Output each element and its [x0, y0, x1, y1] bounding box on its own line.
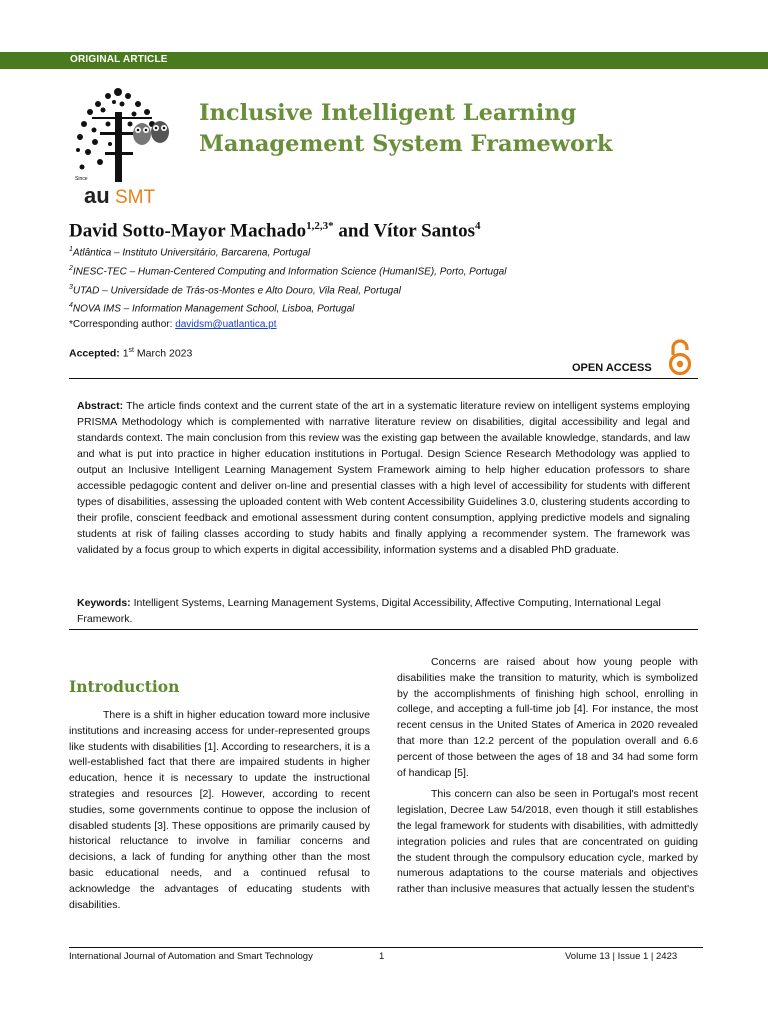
article-type-banner [0, 52, 768, 69]
footer-rule [69, 947, 703, 948]
keywords [77, 595, 690, 627]
affiliation-item [69, 298, 506, 317]
affiliation-text: Atlântica – Instituto Universitário, Barcarena, Portugal [72, 247, 311, 259]
abstract [77, 398, 690, 558]
corresponding-email-link[interactable]: davidsm@uatlantica.pt [175, 319, 277, 331]
header-rule [69, 378, 698, 379]
author-marks: 4 [474, 220, 481, 232]
author-name: David Sotto-Mayor Machado [69, 220, 307, 242]
affiliation-text: UTAD – Universidade de Trás-os-Montes e Alto Douro, Vila Real, Portugal [72, 284, 402, 296]
corresponding-author [69, 317, 506, 333]
open-access-label: OPEN ACCESS [572, 362, 652, 374]
affiliation-mark: 4 [69, 302, 73, 310]
open-access-icon [666, 338, 694, 376]
affiliation-item [69, 242, 506, 261]
affiliation-list [69, 242, 506, 333]
accepted-label: Accepted: [69, 347, 120, 360]
body-paragraph: This concern can also be seen in Portugal's most recent legislation, Decree Law 54/2018, even though it still establishes the legal framework for students with disabilities, with admittedly integration policies and rules that are concentrated on guiding the student through the compulsory education cycle, marked by numerous adaptations to the course materials and objectives rather than inclusive measures that actually lessen the student's [397, 788, 698, 896]
body-paragraph: Concerns are raised about how young people with disabilities make the transition to maturity, which is symbolized by the accomplishments of finishing high school, enrolling in college, and accepting a full-time job [4]. For instance, the most recent census in the United States of America in 2020 revealed that more than 12.2 percent of the population overall and 6.6 percent of those between the ages of 18 and 34 had some form of handicap [5]. [397, 656, 698, 779]
abstract-bottom-rule [69, 629, 698, 630]
author-marks: 1,2,3* [306, 220, 334, 232]
logo-brand-suffix: SMT [115, 187, 156, 207]
article-title: Inclusive Intelligent Learning Management System Framework [199, 100, 613, 157]
accepted-date [69, 347, 192, 360]
author-list [69, 220, 480, 242]
article-type-label: ORIGINAL ARTICLE [70, 54, 168, 65]
left-column [69, 708, 370, 913]
right-column [397, 655, 698, 898]
keywords-label: Keywords: [77, 597, 131, 609]
accepted-day: 1 [122, 347, 129, 360]
accepted-month-year: March 2023 [136, 347, 193, 360]
affiliation-text: INESC-TEC – Human-Centered Computing and Information Science (HumanISE), Porto, Portugal [72, 266, 507, 278]
affiliation-mark: 1 [69, 246, 73, 253]
footer-volume-info: Volume 13 | Issue 1 | 2423 [565, 951, 678, 962]
affiliation-item [69, 261, 506, 280]
abstract-label: Abstract: [77, 400, 124, 412]
affiliation-text: NOVA IMS – Information Management School, Lisboa, Portugal [72, 303, 355, 315]
affiliation-mark: 3 [69, 283, 73, 291]
logo-brand-prefix: au [84, 183, 110, 207]
abstract-text: The article finds context and the current state of the art in a systematic literature review on intelligent systems employing PRISMA Methodology which is complemented with narrative literature review on disabilities, digital accessibility and legal and standards context. The main conclusion from this review was the existing gap between the available knowledge, standards, and law and what is put into practice in higher education institutions in Portugal. Design Science Research Methodology was applied to output an Inclusive Intelligent Learning Management System Framework aiming to help higher education professors to share accessible pedagogic content and deliver on-line and presential classes with a high level of accessibility for students with different types of disabilities, assessing the uploaded content with Web content Accessibility Guidelines 3.0, clustering students according to their profile, conscient feedback and emotional assessment during content consumption, applying predictive models and signaling students at risk of failing classes according to study habits and finally applying a recommender system. The framework was validated by a focus group to which experts in digital accessibility, information systems and a disabled PhD graduate. [77, 400, 690, 556]
keywords-text: Intelligent Systems, Learning Management Systems, Digital Accessibility, Affective Computing, International Legal Framework. [77, 597, 661, 625]
footer-journal-name: International Journal of Automation and Smart Technology [69, 951, 313, 962]
author-joiner: and [333, 220, 374, 242]
body-paragraph: There is a shift in higher education toward more inclusive institutions and increasing access for under-represented groups like students with disabilities [1]. According to researchers, it is a well-established fact that there are impaired students in higher education, hence it is necessary to update the instructional strategies and resources [2]. However, according to recent studies, some governments continue to oppose the inclusion of disabled students [3]. These oppositions are primarily caused by historical reluctance to involve in familiar concerns and decisions, a lack of funding for anything other than the most basic educational needs, and a continued refusal to acknowledge the advantages of educating students with disabilities. [69, 709, 370, 911]
accepted-day-suffix: st [128, 347, 134, 354]
affiliation-mark: 2 [69, 264, 73, 272]
author-name: Vítor Santos [373, 220, 475, 242]
footer-page-number: 1 [379, 951, 385, 962]
corresponding-label: *Corresponding author: [69, 319, 176, 331]
section-heading-introduction: Introduction [69, 677, 180, 696]
ausmt-logo [70, 82, 180, 207]
logo-caption: Since [75, 176, 88, 182]
affiliation-item [69, 280, 506, 299]
